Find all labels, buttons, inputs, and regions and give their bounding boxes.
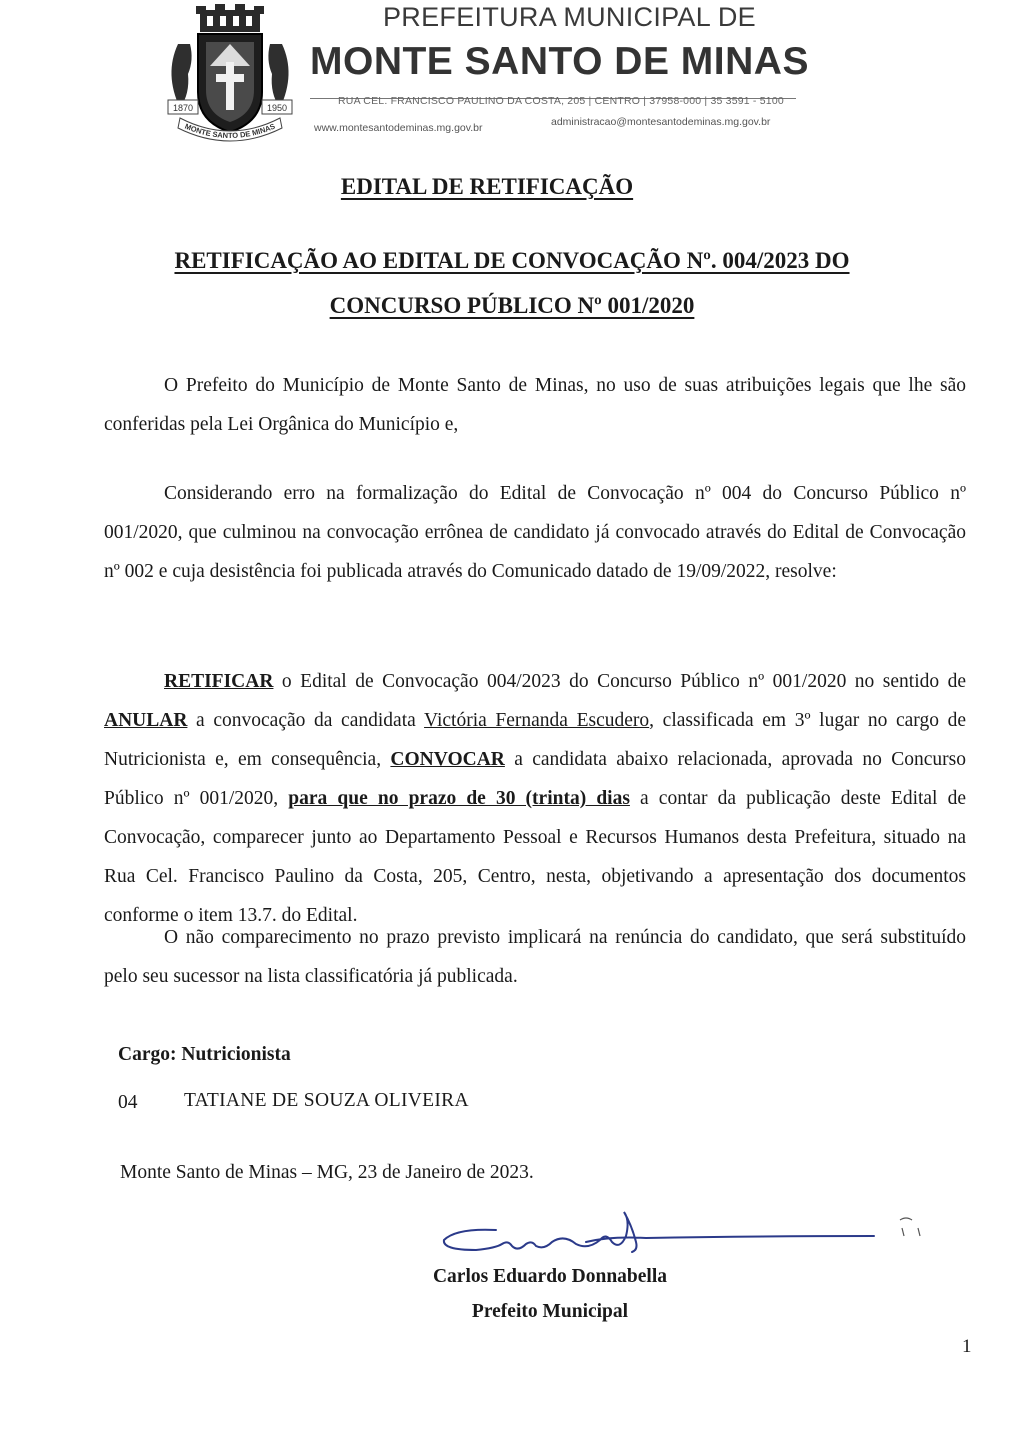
paragraph-preamble-text: O Prefeito do Município de Monte Santo de Minas, no uso de suas atribuições legais que lhe são conferidas pela Lei Orgânica do Município e, xyxy=(104,375,966,435)
header-municipality-name: MONTE SANTO DE MINAS xyxy=(310,40,809,83)
signer-name: Carlos Eduardo Donnabella xyxy=(432,1266,668,1287)
header-email: administracao@montesantodeminas.mg.gov.br xyxy=(551,116,771,128)
paragraph-rectify xyxy=(104,662,966,935)
municipal-coat-of-arms xyxy=(160,4,300,144)
paragraph-rectify-text-1: o Edital de Convocação 004/2023 do Concurso Público nº 001/2020 no sentido de xyxy=(273,671,966,692)
paragraph-non-attendance xyxy=(104,918,966,996)
paragraph-rectify-text-3: , classificada em 3º lugar no cargo de Nutricionista e, em consequência, xyxy=(104,710,966,770)
document-subtitle-line-1: RETIFICAÇÃO AO EDITAL DE CONVOCAÇÃO Nº. 004/2023 DO xyxy=(174,248,850,273)
deadline-phrase: para que no prazo de 30 (trinta) dias xyxy=(288,788,630,809)
paragraph-preamble xyxy=(104,366,966,444)
place-and-date: Monte Santo de Minas – MG, 23 de Janeiro de 2023. xyxy=(120,1162,534,1183)
header-website: www.montesantodeminas.mg.gov.br xyxy=(314,122,483,134)
header-address: RUA CEL. FRANCISCO PAULINO DA COSTA, 205 | CENTRO | 37958-000 | 35 3591 - 5100 xyxy=(338,95,784,107)
annulled-candidate-name: Victória Fernanda Escudero xyxy=(424,710,650,731)
paragraph-considering-text: Considerando erro na formalização do Edital de Convocação nº 004 do Concurso Público nº 001/2020, que culminou na convocação errônea de candidato já convocado através do Edital de Convocação nº 002 e cuja desistência foi publicada através do Comunicado datado de 19/09/2022, resolve: xyxy=(104,483,966,582)
crest-year-left: 1870 xyxy=(172,103,194,113)
paragraph-rectify-text-2: a convocação da candidata xyxy=(187,710,425,731)
paragraph-considering xyxy=(104,474,966,591)
keyword-anular: ANULAR xyxy=(104,710,188,731)
page-number: 1 xyxy=(962,1336,972,1357)
document-subtitle-line-2: CONCURSO PÚBLICO Nº 001/2020 xyxy=(329,293,695,318)
paragraph-non-attendance-text: O não comparecimento no prazo previsto implicará na renúncia do candidato, que será substituído pelo seu sucessor na lista classificatória já publicada. xyxy=(104,927,966,987)
cargo-heading: Cargo: Nutricionista xyxy=(118,1044,291,1065)
signer-role: Prefeito Municipal xyxy=(471,1301,629,1322)
candidate-name: TATIANE DE SOUZA OLIVEIRA xyxy=(184,1090,469,1111)
keyword-convocar: CONVOCAR xyxy=(390,749,505,770)
keyword-retificar: RETIFICAR xyxy=(164,671,274,692)
crest-ribbon-text: MONTE SANTO DE MINAS xyxy=(183,121,277,141)
header-line-1: PREFEITURA MUNICIPAL DE xyxy=(383,2,756,32)
paragraph-rectify-text-4: a candidata abaixo relacionada, aprovada no Concurso Público nº 001/2020, xyxy=(104,749,966,809)
document-title: EDITAL DE RETIFICAÇÃO xyxy=(340,174,634,199)
handwritten-signature xyxy=(436,1206,926,1266)
paragraph-rectify-text-5: a contar da publicação deste Edital de Convocação, comparecer junto ao Departamento Pessoal e Recursos Humanos desta Prefeitura, situado na Rua Cel. Francisco Paulino da Costa, 205, Centro, nesta, objetivando a apresentação dos documentos conforme o item 13.7. do Edital. xyxy=(104,788,966,926)
candidate-number: 04 xyxy=(118,1092,138,1113)
crest-year-right: 1950 xyxy=(266,103,288,113)
